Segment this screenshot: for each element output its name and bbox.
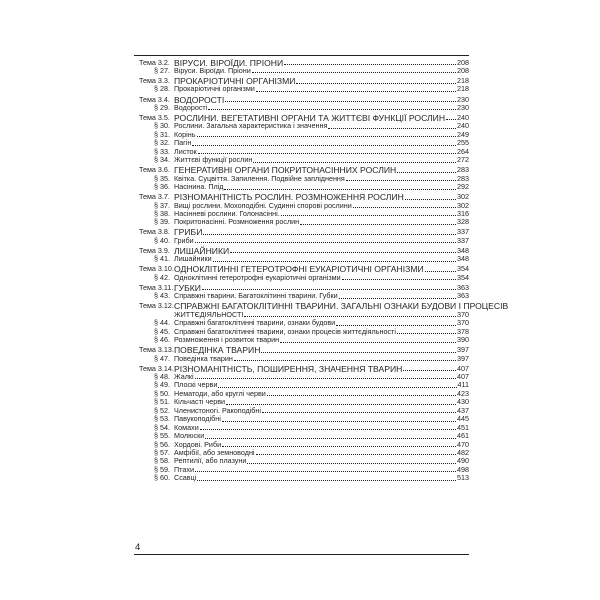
dot-leader xyxy=(247,463,456,464)
topic-title: ГРИБИ xyxy=(174,227,203,238)
dot-leader xyxy=(256,454,456,455)
page-ref: 218 xyxy=(457,76,469,86)
section-number: § 34. xyxy=(154,155,170,165)
page-ref: 348 xyxy=(457,245,469,255)
section-number: § 31. xyxy=(154,129,170,139)
topic-title: ВОДОРОСТІ xyxy=(174,94,225,105)
topic-number: Тема 3.13. xyxy=(139,345,174,355)
page-ref: 249 xyxy=(457,129,469,139)
dot-leader xyxy=(300,224,456,225)
section-title: Плоскі черви xyxy=(174,380,218,390)
section-title: Насінина. Плід xyxy=(174,182,224,192)
page-ref: 348 xyxy=(457,254,469,264)
toc-section-row xyxy=(134,474,469,482)
page-ref: 437 xyxy=(457,405,469,415)
page-ref: 240 xyxy=(457,112,469,122)
section-title: Жалкі xyxy=(174,372,194,382)
section-title: Нематоди, або круглі черви xyxy=(174,388,266,398)
page-ref: 411 xyxy=(457,380,469,390)
section-title: Одноклітинні гетеротрофні еукаріотичні організми xyxy=(174,272,341,282)
dot-leader xyxy=(339,298,456,299)
topic-title: ГЕНЕРАТИВНІ ОРГАНИ ПОКРИТОНАСІННИХ РОСЛИН xyxy=(174,165,397,176)
page-ref: 378 xyxy=(457,326,469,336)
topic-number: Тема 3.6. xyxy=(139,165,170,175)
dot-leader xyxy=(197,480,456,481)
section-title: Гриби xyxy=(174,235,194,245)
page-ref: 370 xyxy=(457,318,469,328)
page-ref: 461 xyxy=(457,431,469,441)
section-number: § 52. xyxy=(154,405,170,415)
section-number: § 35. xyxy=(154,173,170,183)
section-title: Комахи xyxy=(174,422,199,432)
dot-leader xyxy=(195,471,456,472)
page-ref: 513 xyxy=(457,473,469,483)
section-title: Справжні багатоклітинні тварини, ознаки будови xyxy=(174,318,336,328)
section-number: § 58. xyxy=(154,456,170,466)
section-number: § 36. xyxy=(154,182,170,192)
dot-leader xyxy=(234,360,456,361)
section-number: § 28. xyxy=(154,84,170,94)
page-ref: 272 xyxy=(457,155,469,165)
page-ref: 397 xyxy=(457,345,469,355)
topic-number: Тема 3.9. xyxy=(139,245,170,255)
topic-title: ВІРУСИ. ВІРОЇДИ. ПРІОНИ xyxy=(174,57,284,68)
page-ref: 390 xyxy=(457,335,469,345)
dot-leader xyxy=(261,352,456,353)
section-number: § 33. xyxy=(154,146,170,156)
section-number: § 42. xyxy=(154,272,170,282)
page-ref: 354 xyxy=(457,272,469,282)
page-ref: 218 xyxy=(457,84,469,94)
section-title: Справжні багатоклітинні тварини, ознаки процесів життєдіяльності xyxy=(174,326,396,336)
dot-leader xyxy=(342,279,456,280)
topic-number: Тема 3.3. xyxy=(139,76,170,86)
section-number: § 40. xyxy=(154,235,170,245)
topic-title: РІЗНОМАНІТНІСТЬ РОСЛИН. РОЗМНОЖЕННЯ РОСЛИН xyxy=(174,192,404,203)
section-title: Покритонасінні. Розмноження рослин xyxy=(174,217,300,227)
dot-leader xyxy=(284,64,456,65)
section-number: § 49. xyxy=(154,380,170,390)
dot-leader xyxy=(281,215,456,216)
topic-number: Тема 3.4. xyxy=(139,94,170,104)
section-title: Рептилії, або плазуни xyxy=(174,456,247,466)
page-ref: 407 xyxy=(457,363,469,373)
section-title: Поведінка тварин xyxy=(174,353,233,363)
section-title: Листок xyxy=(174,146,197,156)
dot-leader xyxy=(252,72,456,73)
page-ref: 302 xyxy=(457,192,469,202)
page-ref: 208 xyxy=(457,66,469,76)
topic-title: СПРАВЖНІ БАГАТОКЛІТИННІ ТВАРИНИ. ЗАГАЛЬНІ ОЗНАКИ БУДОВИ І ПРОЦЕСІВ xyxy=(174,301,509,312)
dot-leader xyxy=(262,412,456,413)
dot-leader xyxy=(328,128,456,129)
page-ref: 264 xyxy=(457,146,469,156)
dot-leader xyxy=(397,333,456,334)
page-ref: 423 xyxy=(457,388,469,398)
section-title: Життєві функції рослин xyxy=(174,155,253,165)
dot-leader xyxy=(425,271,456,272)
section-number: § 51. xyxy=(154,397,170,407)
page-ref: 498 xyxy=(457,464,469,474)
topic-number: Тема 3.8. xyxy=(139,227,170,237)
dot-leader xyxy=(225,101,456,102)
page-ref: 470 xyxy=(457,439,469,449)
section-number: § 59. xyxy=(154,464,170,474)
page-ref: 255 xyxy=(457,138,469,148)
topic-title: ЖИТТЄДІЯЛЬНОСТІ xyxy=(174,309,244,319)
dot-leader xyxy=(280,342,456,343)
dot-leader xyxy=(197,136,457,137)
page-ref: 490 xyxy=(457,456,469,466)
page-ref: 316 xyxy=(457,208,469,218)
section-title: Рослини. Загальна характеристика і значення xyxy=(174,121,328,131)
topic-title: РОСЛИНИ. ВЕГЕТАТИВНІ ОРГАНИ ТА ЖИТТЄВІ ФУНКЦІЇ РОСЛИН xyxy=(174,112,446,123)
page-ref: 328 xyxy=(457,217,469,227)
dot-leader xyxy=(203,234,456,235)
topic-title: ПРОКАРІОТИЧНІ ОРГАНІЗМИ xyxy=(174,76,296,87)
section-title: Пагін xyxy=(174,138,192,148)
dot-leader xyxy=(195,378,456,379)
section-title: Павукоподібні xyxy=(174,414,221,424)
toc-section-row xyxy=(134,336,469,344)
dot-leader xyxy=(403,370,456,371)
toc-section-row xyxy=(134,237,469,245)
page-ref: 230 xyxy=(457,94,469,104)
section-title: Водорості xyxy=(174,102,208,112)
section-title: Квітка. Суцвіття. Запилення. Подвійне запліднення xyxy=(174,173,345,183)
dot-leader xyxy=(195,242,456,243)
section-number: § 41. xyxy=(154,254,170,264)
section-number: § 53. xyxy=(154,414,170,424)
section-number: § 32. xyxy=(154,138,170,148)
section-title: Молюски xyxy=(174,431,205,441)
page-ref: 445 xyxy=(457,414,469,424)
page-ref: 363 xyxy=(457,282,469,292)
dot-leader xyxy=(213,261,456,262)
page-ref: 292 xyxy=(457,182,469,192)
page-ref: 230 xyxy=(457,102,469,112)
toc-section-row xyxy=(134,355,469,363)
toc-section-row xyxy=(134,67,469,75)
dot-leader xyxy=(336,325,456,326)
dot-leader xyxy=(267,395,456,396)
page-ref: 407 xyxy=(457,372,469,382)
section-title: Справжні тварини. Багатоклітинні тварини. Губки xyxy=(174,291,338,301)
page-ref: 482 xyxy=(457,447,469,457)
dot-leader xyxy=(244,316,456,317)
section-title: Амфібії, або земноводні xyxy=(174,447,255,457)
toc-section-row xyxy=(134,218,469,226)
top-rule xyxy=(134,55,469,56)
topic-number: Тема 3.2. xyxy=(139,57,170,67)
section-number: § 48. xyxy=(154,372,170,382)
topic-number: Тема 3.12. xyxy=(139,301,174,311)
section-title: Ссавці xyxy=(174,473,197,483)
page-ref: 302 xyxy=(457,200,469,210)
topic-number: Тема 3.14. xyxy=(139,363,174,373)
toc-section-row xyxy=(134,292,469,300)
topic-title: ГУБКИ xyxy=(174,282,201,293)
section-number: § 57. xyxy=(154,447,170,457)
topic-title: РІЗНОМАНІТНІСТЬ, ПОШИРЕННЯ, ЗНАЧЕННЯ ТВАРИН xyxy=(174,363,403,374)
dot-leader xyxy=(222,421,456,422)
page-ref: 283 xyxy=(457,173,469,183)
dot-leader xyxy=(200,429,456,430)
toc-section-row xyxy=(134,183,469,191)
toc-section-row xyxy=(134,255,469,263)
dot-leader xyxy=(353,207,456,208)
page-ref: 397 xyxy=(457,353,469,363)
page-ref: 283 xyxy=(457,165,469,175)
dot-leader xyxy=(256,91,456,92)
section-title: Вищі рослини. Мохоподібні. Судинні спорові рослини xyxy=(174,200,352,210)
dot-leader xyxy=(218,387,456,388)
dot-leader xyxy=(405,199,456,200)
topic-number: Тема 3.10. xyxy=(139,264,174,274)
section-number: § 56. xyxy=(154,439,170,449)
bottom-rule xyxy=(134,554,469,555)
dot-leader xyxy=(205,438,456,439)
section-title: Віруси. Віроїди. Пріони xyxy=(174,66,251,76)
section-number: § 55. xyxy=(154,431,170,441)
section-number: § 39. xyxy=(154,217,170,227)
section-number: § 38. xyxy=(154,208,170,218)
topic-number: Тема 3.7. xyxy=(139,192,170,202)
dot-leader xyxy=(296,83,456,84)
topic-number: Тема 3.5. xyxy=(139,112,170,122)
section-title: Лишайники xyxy=(174,254,212,264)
page-ref: 363 xyxy=(457,291,469,301)
section-title: Прокаріотичні організми xyxy=(174,84,255,94)
topic-title: ПОВЕДІНКА ТВАРИН xyxy=(174,345,261,356)
section-number: § 46. xyxy=(154,335,170,345)
section-title: Корінь xyxy=(174,129,196,139)
section-title: Птахи xyxy=(174,464,194,474)
dot-leader xyxy=(253,162,456,163)
toc-section-row xyxy=(134,156,469,164)
topic-title: ЛИШАЙНИКИ xyxy=(174,245,230,256)
toc-section-row xyxy=(134,274,469,282)
topic-title: ОДНОКЛІТИННІ ГЕТЕРОТРОФНІ ЕУКАРІОТИЧНІ ОРГАНІЗМИ xyxy=(174,264,424,275)
page-number: 4 xyxy=(135,542,141,553)
dot-leader xyxy=(222,446,456,447)
section-title: Кільчасті черви xyxy=(174,397,226,407)
dot-leader xyxy=(202,289,456,290)
toc-section-row xyxy=(134,104,469,112)
page-ref: 354 xyxy=(457,264,469,274)
section-number: § 43. xyxy=(154,291,170,301)
table-of-contents xyxy=(134,57,509,483)
page-ref: 337 xyxy=(457,235,469,245)
dot-leader xyxy=(198,153,456,154)
section-number: § 60. xyxy=(154,473,170,483)
page-ref: 430 xyxy=(457,397,469,407)
section-number: § 54. xyxy=(154,422,170,432)
page-ref: 451 xyxy=(457,422,469,432)
page-ref: 337 xyxy=(457,227,469,237)
section-title: Розмноження і розвиток тварин xyxy=(174,335,280,345)
topic-number: Тема 3.11. xyxy=(139,282,174,292)
section-title: Насінневі рослини. Голонасінні. xyxy=(174,208,280,218)
section-title: Членистоногі. Ракоподібні xyxy=(174,405,261,415)
section-number: § 30. xyxy=(154,121,170,131)
section-number: § 44. xyxy=(154,318,170,328)
dot-leader xyxy=(208,109,456,110)
dot-leader xyxy=(224,189,456,190)
dot-leader xyxy=(226,404,456,405)
section-title: Хордові. Риби xyxy=(174,439,222,449)
section-number: § 50. xyxy=(154,388,170,398)
section-number: § 37. xyxy=(154,200,170,210)
dot-leader xyxy=(192,145,456,146)
section-number: § 29. xyxy=(154,102,170,112)
section-number: § 47. xyxy=(154,353,170,363)
page-ref: 208 xyxy=(457,57,469,67)
section-number: § 45. xyxy=(154,326,170,336)
dot-leader xyxy=(346,180,456,181)
dot-leader xyxy=(397,172,456,173)
dot-leader xyxy=(230,252,456,253)
dot-leader xyxy=(446,119,456,120)
toc-section-row xyxy=(134,86,469,94)
page-ref: 240 xyxy=(457,121,469,131)
section-number: § 27. xyxy=(154,66,170,76)
page-ref: 370 xyxy=(457,309,469,319)
